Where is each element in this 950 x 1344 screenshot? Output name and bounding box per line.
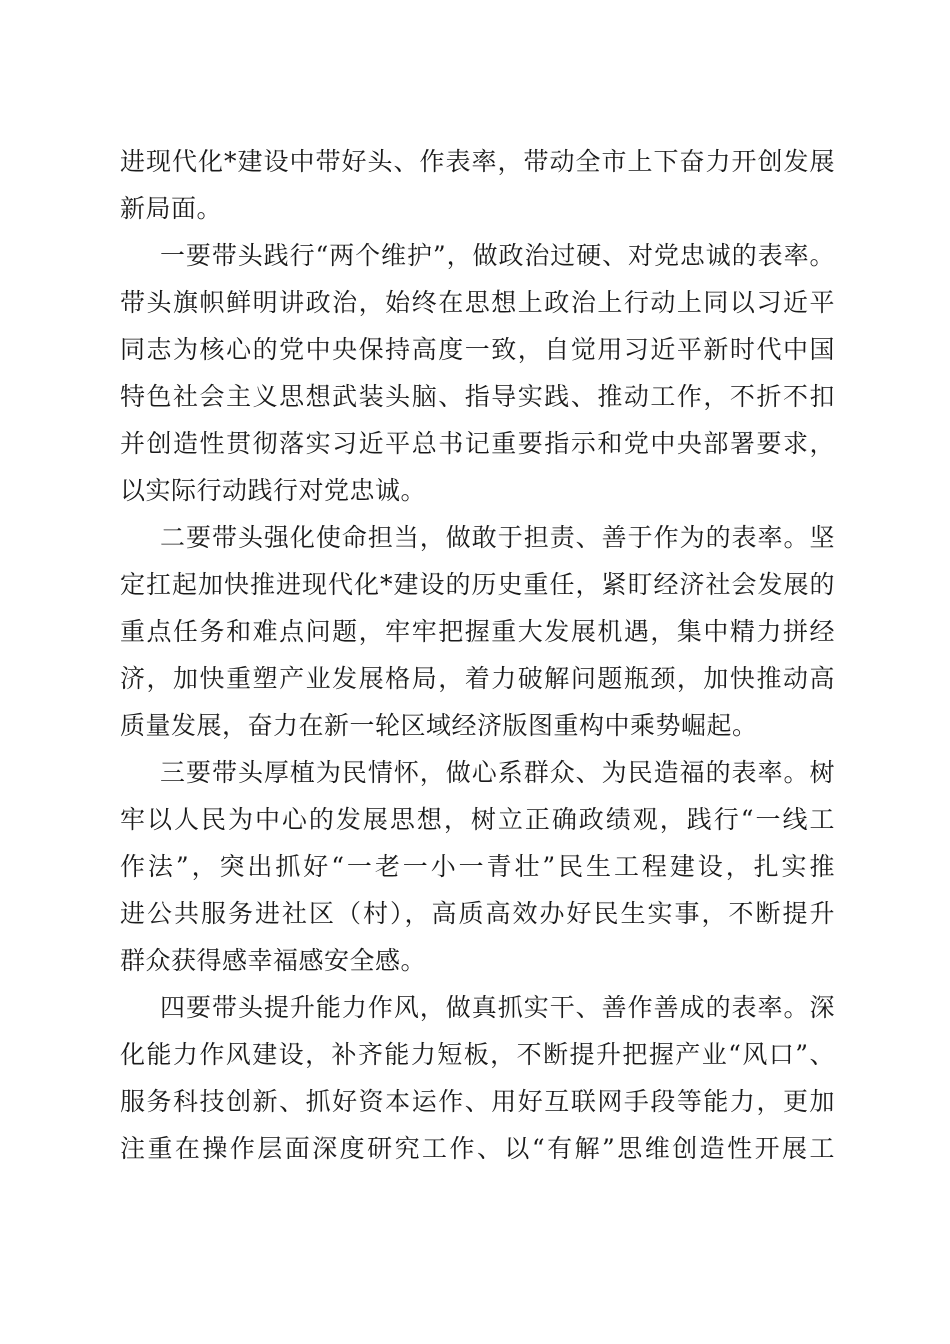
text-line: 带头旗帜鲜明讲政治，始终在思想上政治上行动上同以习近平	[120, 288, 835, 317]
text-line: 作法”，突出抓好“一老一小一青壮”民生工程建设，扎实推	[120, 852, 835, 881]
document-body	[120, 138, 835, 1172]
text-line: 定扛起加快推进现代化*建设的历史重任，紧盯经济社会发展的	[120, 570, 835, 599]
text-line: 并创造性贯彻落实习近平总书记重要指示和党中央部署要求，	[120, 429, 835, 458]
text-line: 牢以人民为中心的发展思想，树立正确政绩观，践行“一线工	[120, 805, 835, 834]
text-line: 服务科技创新、抓好资本运作、用好互联网手段等能力，更加	[120, 1087, 835, 1116]
text-line: 进现代化*建设中带好头、作表率，带动全市上下奋力开创发展	[120, 147, 835, 176]
text-line: 以实际行动践行对党忠诚。	[120, 476, 427, 505]
paragraph-2-heading: 二要带头强化使命担当，做敢于担责、善于作为的表率。坚	[160, 523, 835, 552]
text-line: 群众获得感幸福感安全感。	[120, 946, 427, 975]
paragraph-1-heading: 一要带头践行“两个维护”，做政治过硬、对党忠诚的表率。	[160, 241, 835, 270]
text-line: 新局面。	[120, 194, 223, 223]
text-line: 进公共服务进社区（村），高质高效办好民生实事，不断提升	[120, 899, 835, 928]
text-line: 特色社会主义思想武装头脑、指导实践、推动工作，不折不扣	[120, 382, 835, 411]
text-line: 重点任务和难点问题，牢牢把握重大发展机遇，集中精力拼经	[120, 617, 835, 646]
paragraph-3-heading: 三要带头厚植为民情怀，做心系群众、为民造福的表率。树	[160, 758, 835, 787]
paragraph-4-heading: 四要带头提升能力作风，做真抓实干、善作善成的表率。深	[160, 993, 835, 1022]
text-line: 质量发展，奋力在新一轮区域经济版图重构中乘势崛起。	[120, 711, 758, 740]
text-line: 同志为核心的党中央保持高度一致，自觉用习近平新时代中国	[120, 335, 835, 364]
text-line: 注重在操作层面深度研究工作、以“有解”思维创造性开展工	[120, 1134, 835, 1163]
text-line: 济，加快重塑产业发展格局，着力破解问题瓶颈，加快推动高	[120, 664, 835, 693]
text-line: 化能力作风建设，补齐能力短板，不断提升把握产业“风口”、	[120, 1040, 835, 1069]
